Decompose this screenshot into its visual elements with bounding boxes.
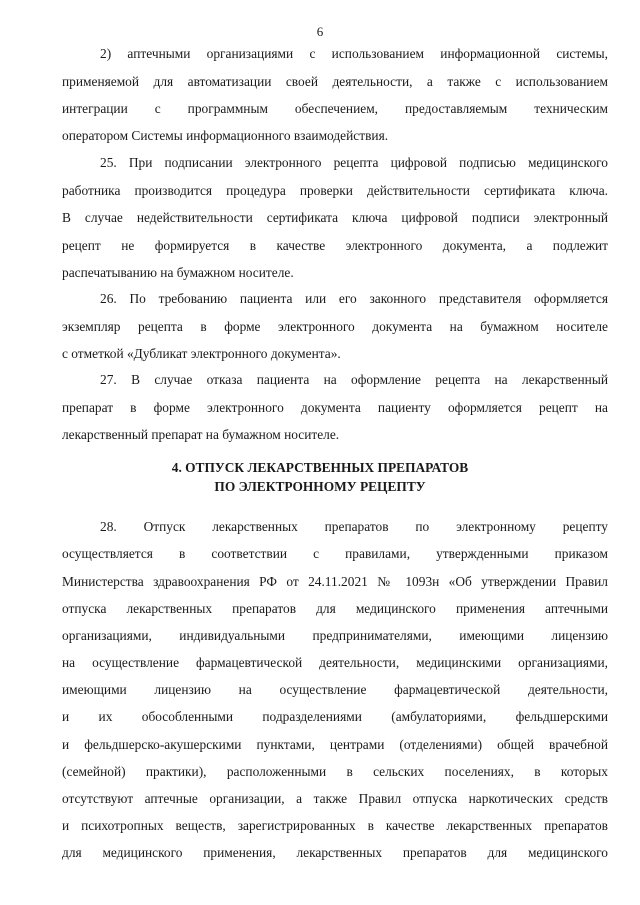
paragraph-line: для медицинского применения, лекарственных препаратов для медицинского <box>62 845 608 860</box>
paragraph-line: и их обособленными подразделениями (амбулаториями, фельдшерскими <box>62 709 608 724</box>
paragraph-line: экземпляр рецепта в форме электронного документа на бумажном носителе <box>62 319 608 334</box>
paragraph-line: оператором Системы информационного взаимодействия. <box>62 128 389 143</box>
paragraph-line: лекарственный препарат на бумажном носителе. <box>62 427 340 442</box>
section-heading-line: ПО ЭЛЕКТРОННОМУ РЕЦЕПТУ <box>214 479 426 494</box>
paragraph-line: отпуска лекарственных препаратов для медицинского применения аптечными <box>62 601 608 616</box>
paragraph-line: на осуществление фармацевтической деятельности, медицинскими организациями, <box>62 655 608 670</box>
paragraph-line: 25. При подписании электронного рецепта цифровой подписью медицинского <box>100 155 608 170</box>
paragraph-line: 27. В случае отказа пациента на оформление рецепта на лекарственный <box>100 372 608 387</box>
paragraph-line: осуществляется в соответствии с правилами, утвержденными приказом <box>62 546 608 561</box>
paragraph-line: Министерства здравоохранения РФ от 24.11.2021 № 1093н «Об утверждении Правил <box>62 574 608 589</box>
paragraph-line: 28. Отпуск лекарственных препаратов по электронному рецепту <box>100 519 608 534</box>
paragraph-line: работника производится процедура проверки действительности сертификата ключа. <box>62 183 608 198</box>
paragraph-line: и фельдшерско-акушерскими пунктами, центрами (отделениями) общей врачебной <box>62 737 608 752</box>
paragraph-line: 2) аптечными организациями с использованием информационной системы, <box>100 46 608 61</box>
paragraph-line: и психотропных веществ, зарегистрированных в качестве лекарственных препаратов <box>62 818 608 833</box>
page-number: 6 <box>316 24 324 39</box>
paragraph-line: В случае недействительности сертификата ключа цифровой подписи электронный <box>62 210 608 225</box>
paragraph-line: (семейной) практики), расположенными в сельских поселениях, в которых <box>62 764 608 779</box>
paragraph-line: рецепт не формируется в качестве электронного документа, а подлежит <box>62 238 608 253</box>
paragraph-line: имеющими лицензию на осуществление фармацевтической деятельности, <box>62 682 608 697</box>
paragraph-line: препарат в форме электронного документа пациенту оформляется рецепт на <box>62 400 608 415</box>
section-heading-line: 4. ОТПУСК ЛЕКАРСТВЕННЫХ ПРЕПАРАТОВ <box>171 460 469 475</box>
paragraph-line: распечатыванию на бумажном носителе. <box>62 265 294 280</box>
paragraph-line: 26. По требованию пациента или его законного представителя оформляется <box>100 291 608 306</box>
paragraph-line: отсутствуют аптечные организации, а также Правил отпуска наркотических средств <box>62 791 608 806</box>
paragraph-line: применяемой для автоматизации своей деятельности, а также с использованием <box>62 74 608 89</box>
paragraph-line: интеграции с программным обеспечением, предоставляемым техническим <box>62 101 608 116</box>
paragraph-line: организациями, индивидуальными предпринимателями, имеющими лицензию <box>62 628 608 643</box>
paragraph-line: с отметкой «Дубликат электронного документа». <box>62 346 341 361</box>
